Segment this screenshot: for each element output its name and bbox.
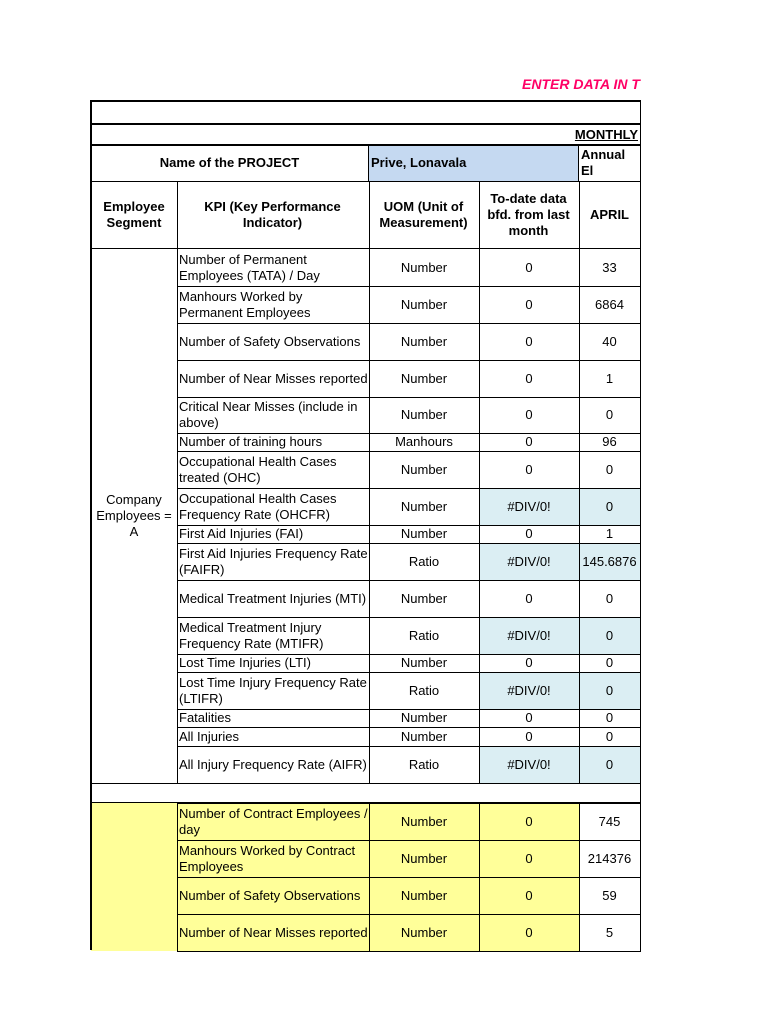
company-uom-cell: Number — [400, 710, 448, 725]
grid-line — [369, 182, 370, 248]
company-kpi-cell: Lost Time Injury Frequency Rate (LTIFR) — [179, 674, 367, 706]
grid-line — [479, 249, 480, 783]
company-kpi-cell: Occupational Health Cases Frequency Rate (OHCFR) — [179, 490, 337, 522]
grid-line — [177, 803, 641, 804]
grid-line — [90, 100, 92, 950]
contract-uom-cell: Number — [369, 877, 479, 914]
company-todate-cell[interactable]: 0 — [525, 333, 533, 349]
grid-line — [177, 840, 641, 841]
header-kpi: KPI (Key Performance Indicator) — [204, 199, 341, 230]
company-todate-cell[interactable]: #DIV/0! — [479, 672, 579, 709]
grid-line — [177, 617, 641, 618]
company-todate-cell[interactable]: 0 — [525, 655, 533, 670]
grid-line — [177, 580, 641, 581]
report-title-text: MONTHLY — [574, 126, 638, 142]
contract-april-cell[interactable]: 5 — [605, 924, 614, 940]
grid-line — [177, 727, 641, 728]
company-todate-cell[interactable]: 0 — [525, 728, 533, 744]
company-todate-cell[interactable]: 0 — [525, 710, 533, 725]
grid-line — [91, 248, 641, 249]
grid-line — [177, 397, 641, 398]
grid-line — [177, 543, 641, 544]
company-kpi-cell: First Aid Injuries Frequency Rate (FAIFR) — [179, 545, 368, 577]
company-april-cell[interactable]: 0 — [605, 407, 614, 422]
contract-kpi-cell: Manhours Worked by Contract Employees — [177, 840, 369, 877]
company-april-cell[interactable]: 0 — [579, 672, 640, 709]
grid-line — [177, 451, 641, 452]
contract-kpi-cell: Number of Safety Observations — [177, 877, 369, 914]
company-uom-cell: Number — [400, 590, 448, 606]
company-uom-cell: Ratio — [408, 627, 440, 643]
company-uom-cell: Number — [400, 461, 448, 477]
contract-todate-cell[interactable]: 0 — [479, 877, 579, 914]
company-todate-cell[interactable]: 0 — [525, 259, 533, 275]
grid-line — [177, 914, 641, 915]
company-april-cell[interactable]: 0 — [579, 617, 640, 654]
contract-todate-cell[interactable]: 0 — [479, 914, 579, 951]
instruction-banner: ENTER DATA IN T — [522, 76, 640, 92]
company-kpi-cell: Number of Safety Observations — [179, 333, 361, 349]
company-uom-cell: Ratio — [408, 553, 440, 569]
contract-kpi-cell: Number of Near Misses reported — [177, 914, 369, 951]
company-april-cell[interactable]: 145.6876 — [579, 543, 640, 580]
company-todate-cell[interactable]: #DIV/0! — [479, 617, 579, 654]
grid-line — [579, 803, 580, 951]
company-april-cell[interactable]: 0 — [579, 746, 640, 783]
grid-line — [177, 654, 641, 655]
contract-todate-cell[interactable]: 0 — [479, 840, 579, 877]
company-kpi-cell: Critical Near Misses (include in above) — [179, 399, 358, 430]
company-todate-cell[interactable]: 0 — [525, 296, 533, 312]
company-kpi-cell: All Injuries — [179, 728, 239, 744]
company-kpi-cell: Lost Time Injuries (LTI) — [179, 655, 311, 670]
grid-line — [177, 877, 641, 878]
grid-line — [177, 360, 641, 361]
grid-line — [578, 145, 579, 181]
contract-uom-cell: Number — [369, 840, 479, 877]
grid-line — [177, 803, 178, 951]
company-todate-cell[interactable]: #DIV/0! — [479, 488, 579, 525]
company-uom-cell: Number — [400, 333, 448, 349]
company-todate-cell[interactable]: 0 — [525, 370, 533, 386]
company-kpi-cell: Medical Treatment Injury Frequency Rate (MTIFR) — [179, 619, 324, 651]
grid-line — [369, 803, 370, 951]
company-kpi-cell: Number of Near Misses reported — [179, 370, 368, 386]
header-uom: UOM (Unit of Measurement) — [379, 199, 468, 230]
grid-line — [91, 100, 641, 102]
header-april: APRIL — [590, 207, 629, 222]
grid-line — [479, 803, 480, 951]
company-uom-cell: Number — [400, 296, 448, 312]
grid-line — [91, 181, 641, 182]
grid-line — [177, 488, 641, 489]
company-uom-cell: Number — [400, 407, 448, 422]
grid-line — [177, 709, 641, 710]
grid-line — [640, 803, 641, 951]
company-uom-cell: Number — [400, 370, 448, 386]
company-kpi-cell: First Aid Injuries (FAI) — [179, 526, 304, 541]
company-kpi-cell: Manhours Worked by Permanent Employees — [179, 288, 311, 320]
grid-line — [177, 249, 178, 783]
company-uom-cell: Number — [400, 728, 448, 744]
grid-line — [177, 182, 178, 248]
grid-line — [91, 144, 641, 146]
grid-line — [177, 746, 641, 747]
grid-line — [640, 783, 641, 802]
annual-label: Annual El — [581, 147, 626, 178]
company-april-cell[interactable]: 6864 — [595, 296, 624, 312]
company-kpi-cell: Fatalities — [179, 710, 232, 725]
company-april-cell[interactable]: 33 — [602, 259, 617, 275]
company-april-cell[interactable]: 1 — [605, 526, 614, 541]
company-todate-cell[interactable]: 0 — [525, 590, 533, 606]
grid-line — [369, 249, 370, 783]
grid-line — [177, 286, 641, 287]
company-todate-cell[interactable]: #DIV/0! — [479, 746, 579, 783]
grid-line — [91, 783, 641, 784]
company-april-cell[interactable]: 0 — [605, 655, 614, 670]
grid-line — [177, 672, 641, 673]
company-uom-cell: Ratio — [408, 756, 440, 772]
company-april-cell[interactable]: 40 — [602, 333, 617, 349]
grid-line — [579, 182, 580, 248]
segment-company: Company Employees = A — [96, 492, 172, 539]
contract-todate-cell[interactable]: 0 — [479, 803, 579, 840]
company-todate-cell[interactable]: 0 — [525, 526, 533, 541]
grid-line — [177, 951, 641, 952]
contract-april-cell[interactable]: 59 — [602, 887, 617, 903]
contract-uom-cell: Number — [369, 914, 479, 951]
company-kpi-cell: Medical Treatment Injuries (MTI) — [179, 590, 367, 606]
company-kpi-cell: Occupational Health Cases treated (OHC) — [179, 453, 337, 485]
company-todate-cell[interactable]: 0 — [525, 434, 533, 449]
company-april-cell[interactable]: 0 — [605, 710, 614, 725]
contract-april-cell[interactable]: 745 — [598, 813, 621, 829]
project-name[interactable]: Prive, Lonavala — [369, 145, 578, 181]
company-todate-cell[interactable]: 0 — [525, 407, 533, 422]
grid-line — [640, 249, 641, 783]
grid-line — [177, 323, 641, 324]
company-uom-cell: Manhours — [395, 434, 453, 449]
company-todate-cell[interactable]: #DIV/0! — [479, 543, 579, 580]
company-uom-cell: Ratio — [408, 682, 440, 698]
company-uom-cell: Number — [400, 526, 448, 541]
report-title — [91, 124, 640, 145]
project-label: Name of the PROJECT — [159, 155, 300, 170]
header-segment: Employee Segment — [103, 199, 165, 230]
grid-line — [479, 182, 480, 248]
company-april-cell[interactable]: 0 — [605, 728, 614, 744]
contract-kpi-cell: Number of Contract Employees / day — [177, 803, 369, 840]
contract-uom-cell: Number — [369, 803, 479, 840]
company-april-cell[interactable]: 0 — [605, 461, 614, 477]
company-kpi-cell: Number of training hours — [179, 434, 323, 449]
segment-contract — [91, 803, 177, 951]
company-april-cell[interactable]: 1 — [605, 370, 614, 386]
grid-line — [368, 145, 369, 181]
company-april-cell[interactable]: 0 — [579, 488, 640, 525]
company-april-cell[interactable]: 0 — [605, 590, 614, 606]
company-april-cell[interactable]: 96 — [602, 434, 617, 449]
grid-line — [91, 123, 641, 125]
header-todate: To-date data bfd. from last month — [487, 191, 570, 238]
company-uom-cell: Number — [400, 259, 448, 275]
company-uom-cell: Number — [400, 498, 448, 514]
grid-line — [177, 433, 641, 434]
company-kpi-cell: Number of Permanent Employees (TATA) / Day — [179, 251, 320, 283]
company-uom-cell: Number — [400, 655, 448, 670]
company-kpi-cell: All Injury Frequency Rate (AIFR) — [179, 756, 367, 772]
grid-line — [579, 249, 580, 783]
contract-april-cell[interactable]: 214376 — [587, 850, 632, 866]
company-todate-cell[interactable]: 0 — [525, 461, 533, 477]
grid-line — [177, 525, 641, 526]
